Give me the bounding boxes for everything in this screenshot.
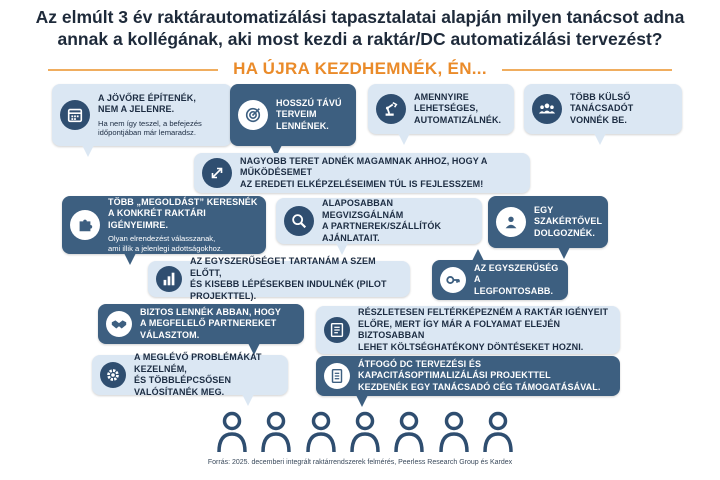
advice-bubble-automate bbox=[368, 84, 514, 134]
expand-icon bbox=[202, 158, 232, 188]
target-icon bbox=[238, 100, 268, 130]
gear-icon bbox=[100, 362, 126, 388]
bar-chart-icon bbox=[156, 266, 182, 292]
advice-text: RÉSZLETESEN FELTÉRKÉPEZNÉM A RAKTÁR IGÉNYEIT ELŐRE, MERT ÍGY MÁR A FOLYAMAT ELEJÉN BIZTOSABBAN LEHET KÖLTSÉGHATÉKONY DÖNTÉSEKET HOZNI. bbox=[358, 307, 609, 352]
advice-bubble-more-solutions bbox=[62, 196, 266, 254]
bubble-tail bbox=[336, 243, 348, 255]
advice-bubble-more-room bbox=[194, 153, 530, 193]
person-icon bbox=[215, 410, 249, 454]
checklist-icon bbox=[324, 317, 350, 343]
person-icon bbox=[437, 410, 471, 454]
advice-bubble-right-partners bbox=[98, 304, 304, 344]
advice-text: ALAPOSABBAN MEGVIZSGÁLNÁM A PARTNEREK/SZÁLLÍTÓK AJÁNLATAIT. bbox=[322, 198, 442, 243]
advice-bubble-dc-planning bbox=[316, 356, 620, 396]
magnifier-icon bbox=[284, 206, 314, 236]
document-icon bbox=[324, 363, 350, 389]
advice-bubble-consultants bbox=[524, 84, 682, 134]
page-title: Az elmúlt 3 év raktárautomatizálási tapasztalatai alapján milyen tanácsot adna annak a kollégának, aki most kezdi a raktár/DC automatizálási tervezést? bbox=[35, 7, 685, 49]
advice-text: EGY SZAKÉRTŐVEL DOLGOZNÉK. bbox=[534, 204, 603, 238]
bubble-tail bbox=[124, 253, 136, 265]
person-icon bbox=[348, 410, 382, 454]
advice-text: NAGYOBB TERET ADNÉK MAGAMNAK AHHOZ, HOGY A MŰKÖDÉSEMET AZ EREDETI ELKÉPZELÉSEIMEN TÚL IS FEJLESSZEM! bbox=[240, 155, 488, 189]
advice-bubble-build-for-future bbox=[52, 84, 232, 146]
advice-bubble-existing-problems bbox=[92, 352, 288, 397]
people-row bbox=[215, 410, 515, 454]
advice-text: BIZTOS LENNÉK ABBAN, HOGY A MEGFELELŐ PARTNEREKET VÁLASZTOM. bbox=[140, 306, 282, 340]
advice-bubble-simplicity bbox=[432, 260, 568, 300]
advice-bubble-long-term-plans bbox=[230, 84, 356, 146]
key-icon bbox=[440, 267, 466, 293]
bubble-tail bbox=[242, 394, 254, 406]
advice-text: A JÖVŐRE ÉPÍTENÉK, NEM A JELENRE. bbox=[98, 92, 196, 114]
advice-text: TÖBB KÜLSŐ TANÁCSADÓT VONNÉK BE. bbox=[570, 91, 634, 125]
advice-subtext: Olyan elrendezést válasszanak, ami illik a jelenlegi adottságokhoz. bbox=[108, 234, 223, 253]
bubble-tail bbox=[472, 249, 484, 261]
puzzle-icon bbox=[70, 210, 100, 240]
bubble-tail bbox=[398, 133, 410, 145]
advice-bubble-examine-offers bbox=[276, 198, 482, 244]
advice-text: AZ EGYSZERŰSÉGET TARTANÁM A SZEM ELŐTT, ÉS KISEBB LÉPÉSEKBEN INDULNÉK (PILOT PROJEKTTEL). bbox=[190, 256, 387, 301]
advice-text: AZ EGYSZERŰSÉG A LEGFONTOSABB. bbox=[474, 262, 559, 296]
subtitle-divider-right bbox=[502, 69, 672, 71]
person-icon bbox=[481, 410, 515, 454]
handshake-icon bbox=[106, 311, 132, 337]
robot-arm-icon bbox=[376, 94, 406, 124]
bubble-tail bbox=[558, 247, 570, 259]
advice-text: TÖBB „MEGOLDÁST” KERESNÉK A KONKRÉT RAKTÁRI IGÉNYEIMRE. bbox=[108, 196, 258, 230]
person-icon bbox=[392, 410, 426, 454]
person-icon bbox=[259, 410, 293, 454]
advice-text: A MEGLÉVŐ PROBLÉMÁKAT KEZELNÉM, ÉS TÖBBLÉPCSŐSEN VALÓSÍTANÉK MEG. bbox=[134, 352, 262, 397]
advice-bubble-simplicity-pilot bbox=[148, 256, 410, 301]
bubble-tail bbox=[356, 395, 368, 407]
advice-bubble-expert bbox=[488, 196, 608, 248]
bubble-tail bbox=[594, 133, 606, 145]
people-group-icon bbox=[532, 94, 562, 124]
source-note: Forrás: 2025. decemberi integrált raktárrendszerek felmérés, Peerless Research Group és Kardex bbox=[207, 459, 513, 466]
advice-text: AMENNYIRE LEHETSÉGES, AUTOMATIZÁLNÉK. bbox=[414, 91, 502, 125]
subtitle-row bbox=[48, 58, 672, 80]
bubble-tail bbox=[82, 145, 94, 157]
advice-text: ÁTFOGÓ DC TERVEZÉSI ÉS KAPACITÁSOPTIMALIZÁLÁSI PROJEKTTEL KEZDENÉK EGY TANÁCSADÓ CÉG TÁMOGATÁSÁVAL. bbox=[358, 358, 601, 392]
advice-bubble-map-needs bbox=[316, 306, 620, 354]
person-icon bbox=[304, 410, 338, 454]
calendar-icon bbox=[60, 100, 90, 130]
subtitle: HA ÚJRA KEZDHEMNÉK, ÉN... bbox=[233, 59, 487, 78]
advice-subtext: Ha nem így teszel, a befejezés időpontjában már lemaradsz. bbox=[98, 118, 202, 137]
expert-icon bbox=[496, 207, 526, 237]
advice-text: HOSSZÚ TÁVÚ TERVEIM LENNÉNEK. bbox=[276, 97, 342, 131]
